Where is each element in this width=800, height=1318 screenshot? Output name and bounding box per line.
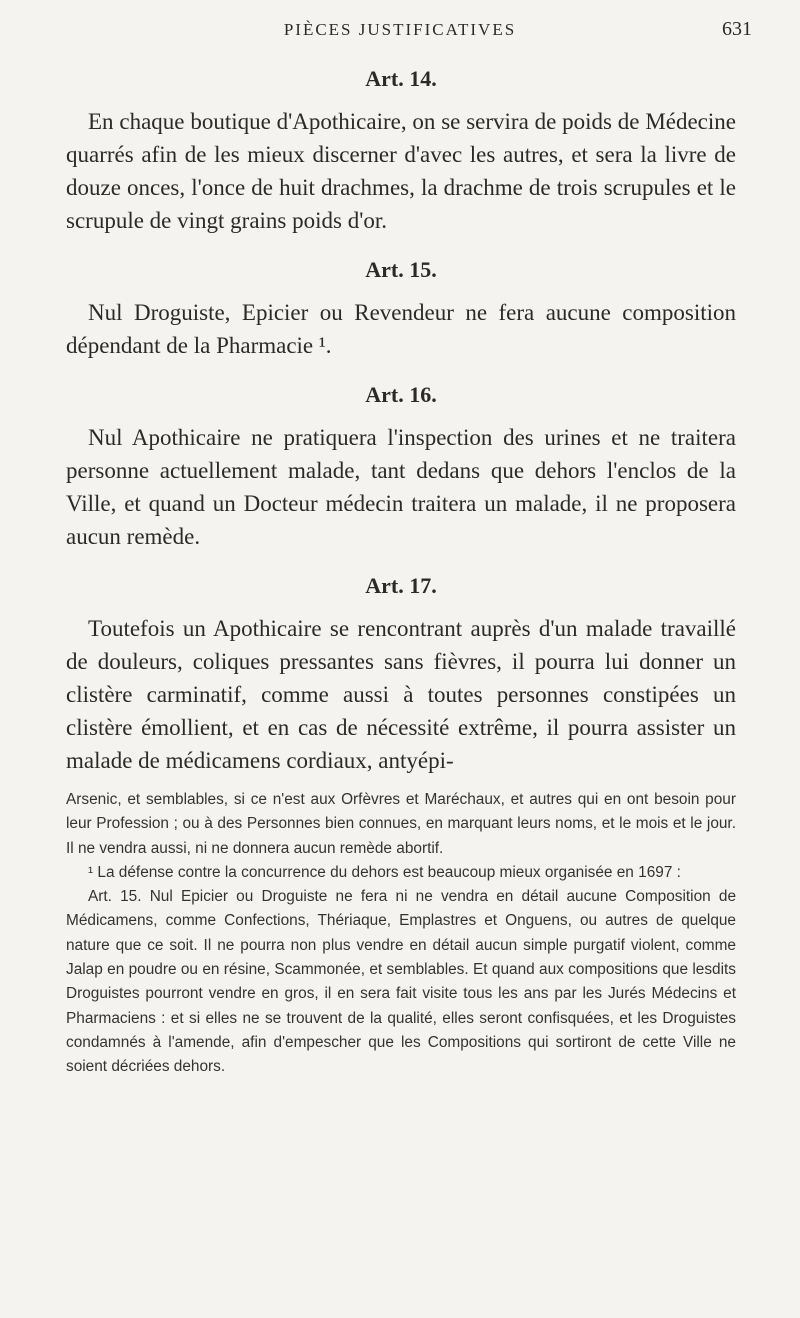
footnotes bbox=[66, 788, 736, 1080]
main-text bbox=[66, 62, 736, 777]
article-14-text: En chaque boutique d'Apothicaire, on se servira de poids de Médecine quarrés afin de les mieux discerner d'avec les autres, et sera la livre de douze onces, l'once de huit drachmes, la drachme de trois scrupules et le scrupule de vingt grains poids d'or. bbox=[66, 109, 736, 233]
article-17-heading: Art. 17. bbox=[365, 573, 437, 598]
running-head bbox=[0, 18, 800, 48]
page-number: 631 bbox=[722, 18, 752, 40]
footnote-1-quote: Art. 15. Nul Epicier ou Droguiste ne fera ni ne vendra en détail aucune Composition de Médicamens, comme Confections, Thériaque, Emplastres et Onguens, ou autres de quelque nature que ce soit. Il ne pourra non plus vendre en détail aucun simple purgatif violent, comme Jalap en poudre ou en résine, Scammonée, et semblables. Et quand aux compositions que lesdits Droguistes pourront vendre en gros, il en sera fait visite tous les ans par les Jurés Médecins et Pharmaciens : et si elles ne se trouvent de la qualité, elles seront confisquées, et les Droguistes condamnés à l'amende, afin d'empescher que les Compositions qui sortiront de cette Ville ne soient décriées dehors. bbox=[66, 888, 736, 1076]
running-title: PIÈCES JUSTIFICATIVES bbox=[283, 20, 517, 39]
article-14-heading: Art. 14. bbox=[365, 66, 437, 91]
footnote-continuation: Arsenic, et semblables, si ce n'est aux Orfèvres et Maréchaux, et autres qui en ont besoin pour leur Profession ; ou à des Personnes bien connues, en marquant leurs noms, et le mois et le jour. Il ne vendra aussi, ni ne donnera aucun remède abortif. bbox=[66, 791, 736, 857]
article-16-heading: Art. 16. bbox=[365, 382, 437, 407]
article-16-text: Nul Apothicaire ne pratiquera l'inspection des urines et ne traitera personne actuellement malade, tant dedans que dehors l'enclos de la Ville, et quand un Docteur médecin traitera un malade, il ne proposera aucun remède. bbox=[66, 425, 736, 549]
footnote-1: ¹ La défense contre la concurrence du dehors est beaucoup mieux organisée en 1697 : bbox=[88, 863, 681, 881]
article-17-text: Toutefois un Apothicaire se rencontrant auprès d'un malade travaillé de douleurs, coliques pressantes sans fièvres, il pourra lui donner un clistère carminatif, comme aussi à toutes personnes constipées un clistère émollient, et en cas de nécessité extrême, il pourra assister un malade de médicamens cordiaux, antyépi- bbox=[66, 616, 736, 773]
article-15-text: Nul Droguiste, Epicier ou Revendeur ne fera aucune composition dépendant de la Pharmacie ¹. bbox=[66, 300, 736, 358]
article-15-heading: Art. 15. bbox=[365, 257, 437, 282]
